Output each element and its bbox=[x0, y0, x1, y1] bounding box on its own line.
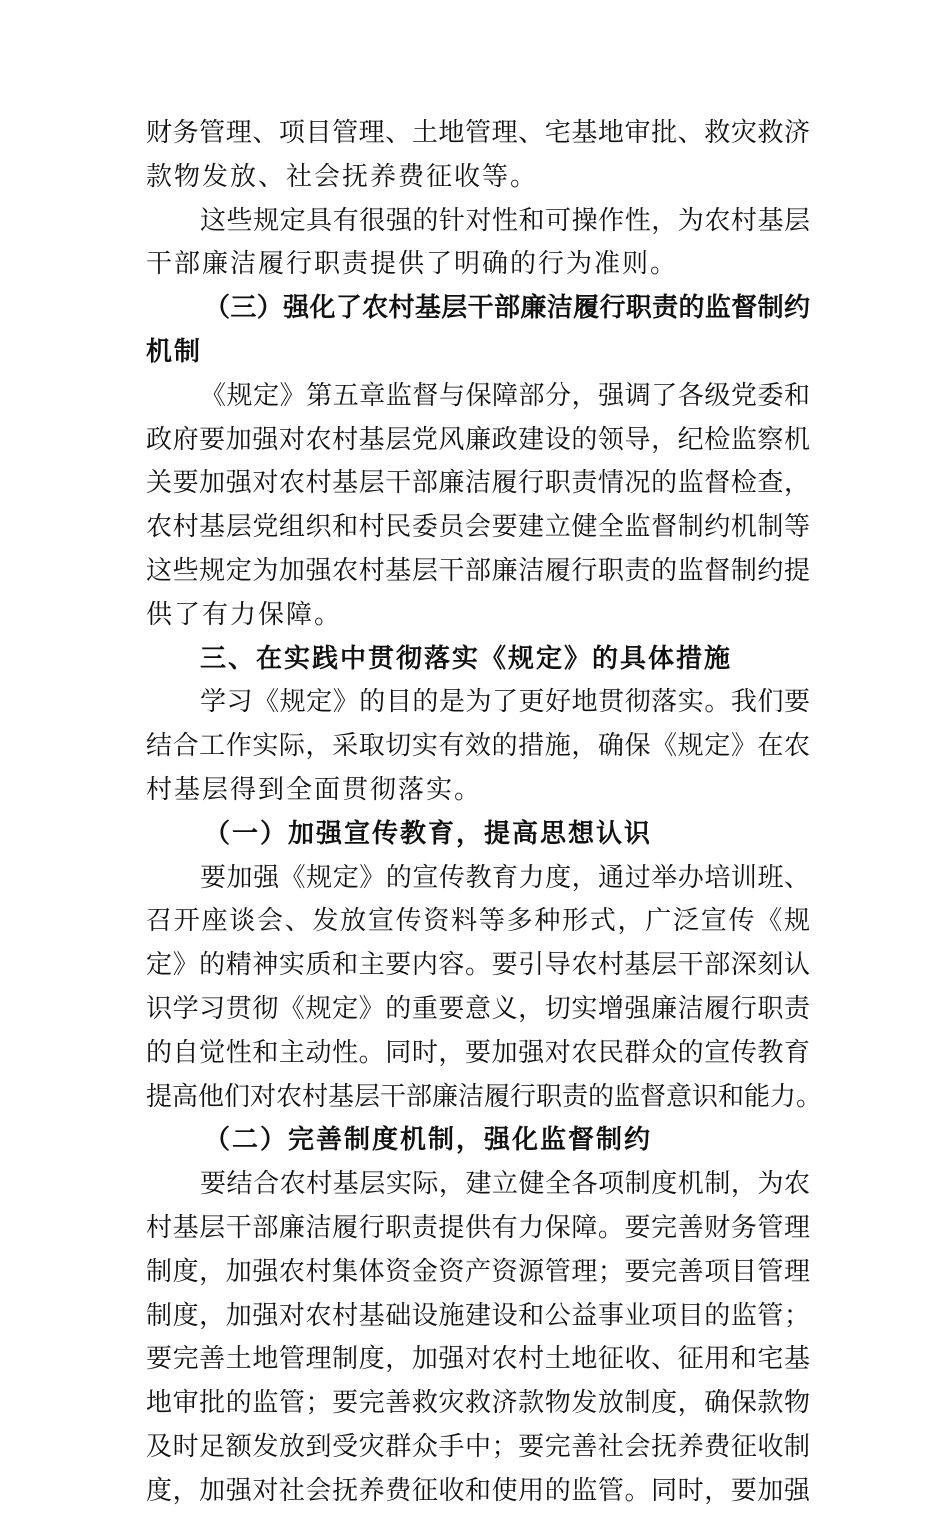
body-line: 这些规定具有很强的针对性和可操作性，为农村基层 bbox=[200, 205, 810, 236]
body-line: 定》的精神实质和主要内容。要引导农村基层干部深刻认 bbox=[146, 950, 810, 981]
section-heading: （一）加强宣传教育，提高思想认识 bbox=[204, 818, 653, 849]
body-line: 要结合农村基层实际，建立健全各项制度机制，为农 bbox=[200, 1169, 810, 1200]
body-line: 结合工作实际，采取切实有效的措施，确保《规定》在农 bbox=[146, 731, 810, 762]
section-heading: 机制 bbox=[146, 336, 203, 367]
body-line: 召开座谈会、发放宣传资料等多种形式，广泛宣传《规 bbox=[146, 906, 810, 937]
document-page bbox=[146, 112, 823, 1514]
body-line: 干部廉洁履行职责提供了明确的行为准则。 bbox=[146, 249, 679, 280]
body-line: 地审批的监管；要完善救灾救济款物发放制度，确保款物 bbox=[146, 1388, 810, 1419]
body-line: 要完善土地管理制度，加强对农村土地征收、征用和宅基 bbox=[146, 1344, 810, 1375]
body-line: 农村基层党组织和村民委员会要建立健全监督制约机制等 bbox=[146, 512, 810, 543]
body-line: 度，加强对社会抚养费征收和使用的监管。同时，要加强 bbox=[146, 1475, 810, 1506]
body-line: 政府要加强对农村基层党风廉政建设的领导，纪检监察机 bbox=[146, 424, 810, 455]
section-heading: （二）完善制度机制，强化监督制约 bbox=[204, 1125, 653, 1156]
chapter-heading: 三、在实践中贯彻落实《规定》的具体措施 bbox=[200, 643, 733, 674]
body-line: 《规定》第五章监督与保障部分，强调了各级党委和 bbox=[200, 380, 810, 411]
body-line: 财务管理、项目管理、土地管理、宅基地审批、救灾救济 bbox=[146, 118, 810, 148]
body-line: 村基层干部廉洁履行职责提供有力保障。要完善财务管理 bbox=[146, 1212, 810, 1243]
body-line: 这些规定为加强农村基层干部廉洁履行职责的监督制约提 bbox=[146, 555, 810, 586]
body-line: 提高他们对农村基层干部廉洁履行职责的监督意识和能力。 bbox=[146, 1081, 823, 1112]
section-heading: （三）强化了农村基层干部廉洁履行职责的监督制约 bbox=[204, 293, 810, 324]
body-line: 款物发放、社会抚养费征收等。 bbox=[146, 161, 539, 192]
body-line: 制度，加强农村集体资金资产资源管理；要完善项目管理 bbox=[146, 1256, 810, 1287]
body-line: 制度，加强对农村基础设施建设和公益事业项目的监管； bbox=[146, 1300, 810, 1331]
body-line: 关要加强对农村基层干部廉洁履行职责情况的监督检查， bbox=[146, 468, 810, 499]
body-line: 学习《规定》的目的是为了更好地贯彻落实。我们要 bbox=[200, 687, 810, 718]
body-line: 村基层得到全面贯彻落实。 bbox=[146, 774, 483, 805]
body-line: 的自觉性和主动性。同时，要加强对农民群众的宣传教育 bbox=[146, 1037, 810, 1068]
body-line: 识学习贯彻《规定》的重要意义，切实增强廉洁履行职责 bbox=[146, 993, 810, 1024]
body-line: 要加强《规定》的宣传教育力度，通过举办培训班、 bbox=[200, 862, 810, 893]
body-line: 及时足额发放到受灾群众手中；要完善社会抚养费征收制 bbox=[146, 1431, 810, 1462]
body-line: 供了有力保障。 bbox=[146, 599, 343, 630]
